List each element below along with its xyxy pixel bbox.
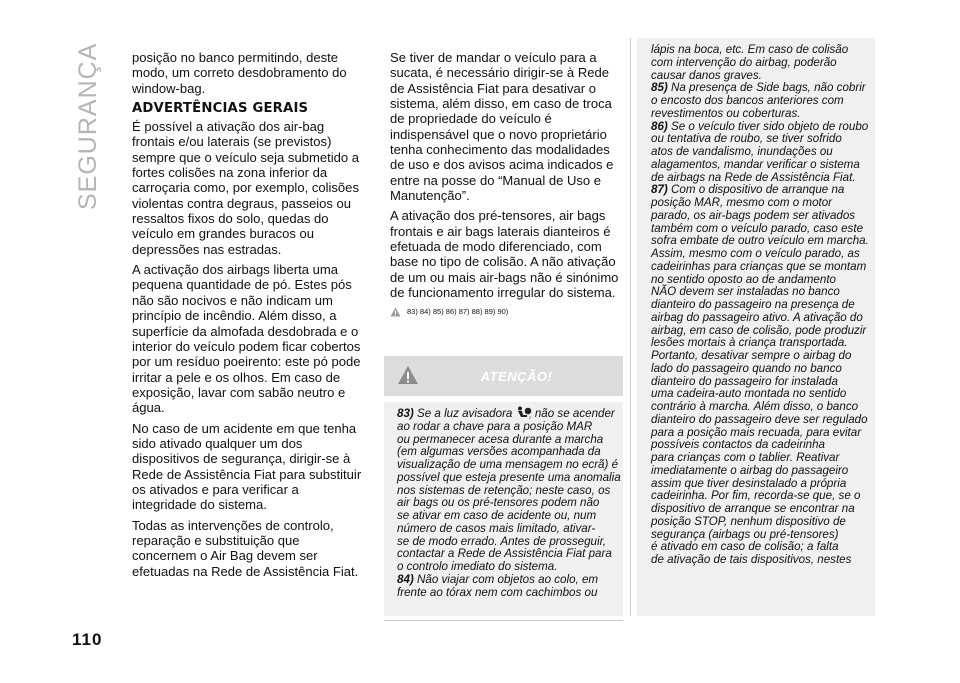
note-line: air bags ou os pré-tensores podem não — [397, 496, 600, 510]
section-heading: ADVERTÊNCIAS GERAIS — [132, 101, 309, 117]
warning-references — [390, 307, 624, 317]
column-2 — [390, 50, 624, 317]
note-line: posição STOP, nenhum dispositivo de — [651, 514, 846, 528]
note-text: Se o veículo tiver sido objeto de roubo — [671, 119, 869, 133]
note-line: dianteiro do passageiro na presença de — [651, 298, 855, 311]
note-line: nos sistemas de retenção; neste caso, os — [397, 483, 611, 497]
note-line: lado do passageiro quando no banco — [651, 361, 842, 375]
note-line: alagamentos, mandar verificar o sistema — [651, 157, 860, 171]
note-line: uma cadeira-auto montada no sentido — [651, 387, 847, 401]
note-line: de airbags na Rede de Assistência Fiat. — [651, 170, 856, 184]
airbag-warning-light-icon — [516, 406, 532, 419]
note-line: se ativar em caso de acidente ou, num — [397, 509, 597, 522]
page-number: 110 — [72, 630, 103, 649]
note-line: ou tentativa de roubo, se tiver sofrido — [651, 132, 842, 146]
note-text: Não viajar com objetos ao colo, em — [417, 572, 599, 586]
note-line: de ativação de tais dispositivos, nestes — [651, 553, 852, 566]
note-line: é ativado em caso de colisão; a falta — [651, 540, 839, 554]
note-line: possíveis contactos da cadeirinha — [651, 438, 826, 452]
note-line: com intervenção do airbag, poderão — [651, 55, 837, 69]
paragraph: Se tiver de mandar o veículo para a sucata, é necessário dirigir-se à Rede de Assistência Fiat para desativar o sistema, além disso, em caso de troca de propriedade do veículo é indispensável que o novo proprietário tenha conhecimento das modalidades de uso e dos avisos acima indicados e entre na posse do “Manual de Uso e Manutenção”. — [390, 50, 614, 204]
note-line: (em algumas versões acompanhada da — [397, 445, 601, 459]
section-side-label: SEGURANÇA — [74, 42, 102, 210]
warning-header — [384, 356, 623, 396]
note-line: o controlo imediato do sistema. — [397, 560, 558, 573]
note-line: contactar a Rede de Assistência Fiat para — [397, 547, 612, 561]
note-number: 86) — [651, 119, 668, 133]
note-number: 83) — [397, 407, 414, 420]
note-line: visualização de uma mensagem no ecrã) é — [397, 458, 619, 471]
paragraph: No caso de um acidente em que tenha sido ativado qualquer um dos dispositivos de segurança, dirigir-se à Rede de Assistência Fiat para substituir os ativados e para verificar a integridade do sistema. — [132, 420, 362, 513]
paragraph: É possível a ativação dos air-bag frontais e/ou laterais (se previstos) sempre que o veículo seja submetido a fortes colisões na zona inferior da carroçaria como, por exemplo, colisões violentas contra degraus, passeios ou ressaltos fixos do solo, quedas do veículo em grandes buracos ou depressões nas estradas. — [132, 119, 360, 257]
note-line: dianteiro do passageiro deve ser regulado — [651, 412, 868, 426]
note-line: cadeirinha. Por fim, recorda-se que, se o — [651, 489, 861, 503]
note-line: para a posição mais recuada, para evitar — [651, 425, 862, 439]
note-line: airbag do passageiro ativo. A ativação do — [651, 310, 863, 324]
note-line: sofra embate de outro veículo em marcha. — [651, 234, 869, 248]
warning-title: ATENÇÃO! — [480, 369, 553, 384]
note-line: cadeirinhas para crianças que se montam — [651, 259, 867, 273]
note-line: parado, os air-bags podem ser ativados — [651, 208, 856, 222]
note-line: no sentido oposto ao de andamento — [651, 272, 837, 286]
svg-text:2: 2 — [528, 415, 531, 419]
note-line: lesões mortais à criança transportada. — [651, 336, 848, 350]
divider — [630, 38, 631, 616]
note-text: Com o dispositivo de arranque na — [671, 183, 845, 197]
note-text: Na presença de Side bags, não cobrir — [671, 81, 866, 95]
note-line: imediatamente o airbag do passageiro — [651, 463, 849, 477]
note-line: ou permanecer acesa durante a marcha — [397, 432, 604, 446]
note-line: o encosto dos bancos anteriores com — [651, 94, 844, 107]
note-line: ao rodar a chave para a posição MAR — [397, 419, 593, 433]
reference-numbers: 83) 84) 85) 86) 87) 88) 89) 90) — [407, 307, 509, 316]
note-line: também com o veículo parado, caso este — [651, 221, 864, 235]
warning-box — [384, 402, 623, 616]
note-number: 85) — [651, 81, 668, 95]
note-number: 87) — [651, 183, 668, 197]
note-line: posição MAR, mesmo com o motor — [651, 196, 833, 209]
warning-triangle-icon — [390, 307, 401, 317]
note-line: dispositivo de arranque se encontrar na — [651, 502, 855, 515]
note-line: airbag, em caso de colisão, pode produzir — [651, 323, 867, 337]
note-line: contrário à marcha. Além disso, o banco — [651, 400, 859, 413]
paragraph: A ativação dos pré-tensores, air bags frontais e air bags laterais dianteiros é efetuada de modo diferenciado, com base no tipo de colisão. A não ativação de um ou mais air-bags não é sinónimo de funcionamento irregular do sistema. — [390, 208, 619, 301]
note-line: atos de vandalismo, inundações ou — [651, 145, 833, 158]
paragraph: A activação dos airbags liberta uma pequena quantidade de pó. Estes pós não são nocivos e não indicam um princípio de incêndio. Além disso, a superfície da almofada desdobrada e o interior do veículo podem ficar cobertos por um resíduo poeirento: este pó pode irritar a pele e os olhos. Em caso de exposição, lavar com sabão neutro e água. — [132, 262, 361, 416]
note-number: 84) — [397, 572, 414, 586]
warning-box-continued — [637, 38, 875, 616]
note-line: lápis na boca, etc. Em caso de colisão — [651, 43, 849, 56]
note-line: dianteiro do passageiro for instalada — [651, 374, 838, 388]
note-line: frente ao tórax nem com cachimbos ou — [397, 585, 598, 599]
note-line: se de modo errado. Antes de prosseguir, — [397, 534, 607, 548]
note-line: causar danos graves. — [651, 68, 762, 82]
note-line: Portanto, desativar sempre o airbag do — [651, 349, 852, 362]
note-text: Se a luz avisadora — [417, 407, 513, 420]
note-line: revestimentos ou coberturas. — [651, 106, 801, 120]
note-text: não se acender — [534, 407, 615, 420]
note-line: possível que esteja presente uma anomalia — [397, 470, 621, 484]
paragraph: Todas as intervenções de controlo, reparação e substituição que concernem o Air Bag devem ser efetuadas na Rede de Assistência Fiat. — [132, 517, 359, 579]
note-line: assim que tiver desinstalado a própria — [651, 476, 847, 490]
divider — [384, 620, 623, 621]
paragraph: posição no banco permitindo, deste modo, um correto desdobramento do window-bag. — [132, 50, 347, 96]
column-1 — [132, 50, 366, 584]
note-line: segurança (airbags ou pré-tensores) — [651, 527, 839, 541]
note-line: Assim, mesmo com o veículo parado, as — [651, 247, 860, 260]
note-line: para crianças com o tablier. Reativar — [651, 451, 840, 464]
note-line: NÃO devem ser instaladas no banco — [651, 285, 840, 299]
note-line: número de casos mais limitado, ativar- — [397, 521, 596, 535]
